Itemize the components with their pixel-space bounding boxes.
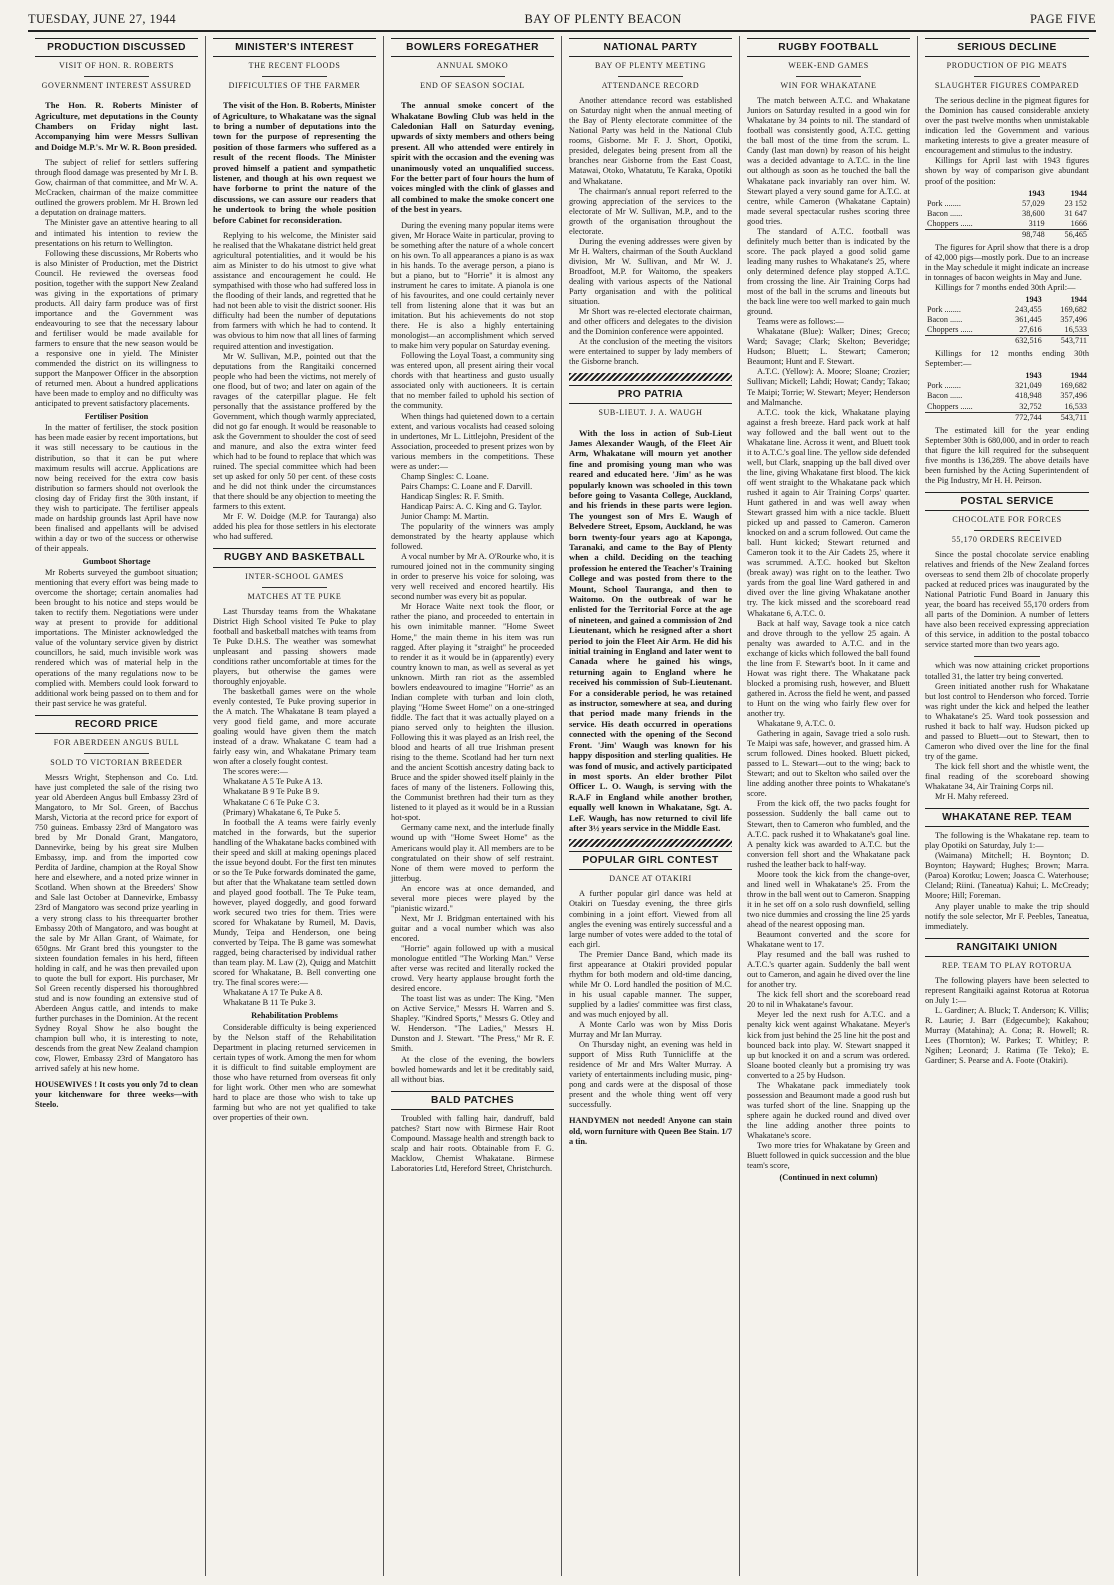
subheading: VISIT OF HON. R. ROBERTS	[58, 61, 175, 71]
subheading: SLAUGHTER FIGURES COMPARED	[934, 81, 1080, 91]
paragraph: which was now attaining cricket proportions totalled 31, the latter try being converted.	[925, 661, 1089, 681]
headline: PRO PATRIA	[569, 385, 732, 404]
total-cell: 772,744	[998, 412, 1043, 423]
article-ministers-interest	[213, 38, 376, 542]
newspaper-name: BAY OF PLENTY BEACON	[524, 11, 682, 26]
year-header: 1944	[1070, 371, 1087, 381]
headline: MINISTER'S INTEREST	[213, 38, 376, 57]
subheading: END OF SEASON SOCIAL	[420, 81, 525, 91]
paragraph: Beaumont converted and the score for Whakatane went to 17.	[747, 930, 910, 950]
paragraph: Teams were as follows:—	[757, 317, 844, 327]
year-header: 1943	[1025, 295, 1042, 305]
subheading: GOVERNMENT INTEREST ASSURED	[41, 81, 192, 91]
article-national-party	[569, 38, 732, 367]
prize-line: Junior Champ: M. Martin.	[401, 511, 489, 521]
paragraph: When things had quietened down to a certain extent, and various vocalists had ceased soloing in undertones, Mr L. Littlejohn, President of the Association, proceeded to present prizes won by various members in the competitions. These were as under:—	[391, 411, 554, 471]
article-record-price	[35, 715, 198, 1075]
divider	[262, 76, 327, 77]
paragraph: Two more tries for Whakatane by Green and Bluett followed in quick succession and the blue team's score,	[747, 1141, 910, 1171]
paragraph: Last Thursday teams from the Whakatane District High School visited Te Puke to play football and basketball matches with teams from Te Puke D.H.S. The weather was somewhat unpleasant and passing showers made conditions rather uncomfortable at times for the players, but otherwise the games were thoroughly enjoyable.	[213, 606, 376, 686]
paragraph: Mr Short was re-elected electorate chairman, and other officers and delegates to the division and the Dominion conference were appointed.	[569, 307, 732, 337]
total-cell: 632,516	[998, 336, 1043, 347]
score-line: Whakatane B 9 Te Puke B 9.	[223, 787, 320, 797]
paragraph: In the matter of fertiliser, the stock position has been made easier by recent importations, but it was still necessary to be cautious in the distribution, so that it can be put where maximum results will accrue. Applications are now being received for the extra cow basis distribution so farmers should not overlook the closing day of Friday first the 30th instant, if they wish to participate. The fertiliser appeals made on hardship grounds last April have now been finalised and appellants will be advised within a day or two of the success or otherwise of their appeals.	[35, 423, 198, 553]
headline: SERIOUS DECLINE	[925, 38, 1089, 57]
killings-table-12-months	[925, 371, 1089, 422]
subheading: 55,170 ORDERS RECEIVED	[951, 534, 1063, 544]
subheading: WIN FOR WHAKATANE	[780, 81, 877, 91]
score-line: (Primary) Whakatane 6, Te Puke 5.	[223, 807, 341, 817]
subheading: REP. TEAM TO PLAY ROTORUA	[941, 960, 1073, 970]
divider	[262, 587, 327, 588]
paragraph: Messrs Wright, Stephenson and Co. Ltd. have just completed the sale of the rising two year old Aberdeen Angus bull Embassy 23rd of Mangatoro, to Mr Sol. Green, of Bacchus Marsh, Victoria at the record price for export of 750 guineas. Embassy 23rd of Mangatoro was bred by Mr Donald Grant, Mangatoro, Dannevirke, being by his great sire Mulben Embassy, imp. and from the imported cow Perdita of Jardine, champion at the Royal Show here and elsewhere, and a noted prize winner in Scotland. When shown at the Breeders' Show and Sale last October at Dannevirke, Embassy 23rd of Mangatoro was second prize yearling in a very strong class to his threequarter brother Embassy 20th of Mangatoro, and was bought at the sale by Mr Allan Grant, of Waimate, for 650gns. Mr Grant bred this youngster to the sixteen foundation females in his herd, fifteen holding in calf, and he was then prevailed upon to quote the bull for export. His purchaser, Mr Sol Green recently dispersed his thoroughbred stud and is now founding an extensive stud of Aberdeen Angus cattle, and intends to make further purchases in the Dominion. At the recent Sydney Royal Show he also bought the champion bull who, it is interesting to note, descends from the great New Zealand champion cow, Flower, Embassy 23rd of Mangatoro has arrived safely at his new home.	[35, 772, 198, 1074]
team-list: L. Gardiner; A. Bluck; T. Anderson; K. Villis; R. Laurie; J. Barr (Edgecumbe); Kakahou; Murray (Matahina); A. Cona; R. Howell; R. Lees (Thornton); W. Parkes; T. Whitley; P. Ngihen; Leonard; J. Ratima (Te Teko); E. Gardiner; S. Pearse and A. Foote (Otakiri).	[925, 1005, 1089, 1066]
lead-paragraph: The Hon. R. Roberts Minister of Agriculture, met deputations in the County Chambers on Friday night last. Accompanying him were Messrs Sullivan and Doidge M.P.'s. Mr W. R. Boon presided.	[35, 100, 198, 152]
paragraph: Mr W. Sullivan, M.P., pointed out that the deputations from the Rangitaiki concerned people who had been the victims, not merely of one flood, but of two; and later on again of the ravages of the caterpillar plague. He felt personally that the assistance proffered by the Government, which though warmly appreciated, did not go far enough. It would be reasonable to ask the Government to shoulder the cost of seed and manure, and also the extra winter feed which had to be found to replace that which was ruined. The special committee which had been set up asked for only 50 per cent. of these costs and he did not think under the circumstances that there should be any objection to meeting the farmers to this extent.	[213, 351, 376, 512]
article-bald-patches	[391, 1091, 554, 1174]
paragraph: Any player unable to make the trip should notify the sole selector, Mr F. Peebles, Taneatua, immediately.	[925, 901, 1089, 931]
paragraph: The popularity of the winners was amply demonstrated by the hearty applause which followed.	[391, 522, 554, 552]
article-postal-service	[925, 492, 1089, 651]
cell: 357,496	[1060, 391, 1087, 401]
paragraph: A.T.C. took the kick, Whakatane playing against a fresh breeze. Hard pack work at half way followed and the ball went out to the Whakatane line. Across it went, and Bluett took it to A.T.C.'s goal line. The yellow side defended well, but Clark, snapping up the ball dived over the line, giving Whakatane first blood. The kick off went straight to the Whakatane pack which rushed it again to Air Training Corps' quarter. Hunt gathered in and was well away when Stewart grassed him with a nice tackle. Bluett picked up and passed to Cameron. Cameron knocked on and a scrum followed. Out came the ball. Hunt kicked; Stewart returned and Cameron took it to the Air Cadets 25, where it was scrummed. A.T.C. hooked but Skelton (break away) was right on to the leather. Two yards from the goal line Ward gathered in and dived over the line giving Whakatane another try. The kick missed and the scoreboard read Whakatane 6, A.T.C. 0.	[747, 407, 910, 618]
headline: BALD PATCHES	[391, 1091, 554, 1110]
headline: PRODUCTION DISCUSSED	[35, 38, 198, 57]
subheading: SUB-LIEUT. J. A. WAUGH	[598, 408, 703, 418]
cell: 169,682	[1060, 381, 1087, 391]
cell: 3119	[1028, 218, 1045, 228]
paragraph: Killings for April last with 1943 figures shown by way of comparison give abundant proof of the position:	[925, 156, 1089, 186]
article-pro-patria	[569, 385, 732, 833]
newspaper-columns	[28, 36, 1096, 1576]
cell: 27,616	[1019, 325, 1042, 335]
paragraph: Killings for 7 months ended 30th April:—	[935, 282, 1076, 292]
paragraph: Following these discussions, Mr Roberts who is also Minister of Production, met the District Council. He reviewed the overseas food position, together with the support New Zealand was giving in the exportations of primary products. All dairy farm produce was of first importance and the Government was endeavouring to see that the necessary labour and fertiliser would be made available for farmers to ensure that the new season would be a responsive one in yield. The Minister commended the district on its willingness to support the Manpower Officer in the absorption of returned men. About a hundred applications have been made to employ and no difficulty was anticipated to prevent satisfactory placements.	[35, 248, 198, 409]
column-4	[562, 36, 740, 1576]
subheading: DIFFICULTIES OF THE FARMER	[228, 81, 361, 91]
headline: POSTAL SERVICE	[925, 492, 1089, 511]
paragraph: Gathering in again, Savage tried a solo rush. Te Maipi was safe, however, and grassed him. A scrum followed. Dines hooked. Bluett picked, passed to L. Stewart—out to the wing; back to Stewart; and out to Skelton who sailed over the line adding another three points to Whakatane's score.	[747, 729, 910, 799]
paragraph: A further popular girl dance was held at Otakiri on Tuesday evening, the three girls combining in a joint effort. Viewed from all angles the evening was entirely successful and a large number of votes were added to the total of each girl.	[569, 889, 732, 949]
paragraph: Play resumed and the ball was rushed to A.T.C.'s quarter again. Suddenly the ball went out to Cameron, and again he dived over the line for another try.	[747, 950, 910, 990]
cell: 357,496	[1060, 315, 1087, 325]
score-line: Whakatane C 6 Te Puke C 3.	[223, 797, 320, 807]
column-3	[384, 36, 562, 1576]
headline: RUGBY FOOTBALL	[747, 38, 910, 57]
masthead-rule	[28, 30, 1096, 32]
article-serious-decline	[925, 38, 1089, 486]
year-header: 1944	[1070, 295, 1087, 305]
paragraph: The Minister gave an attentive hearing to all and intimated his intention to review the presentations on his return to Wellington.	[35, 218, 198, 248]
paragraph: Troubled with falling hair, dandruff, bald patches? Start now with Birmese Hair Root Compound. Massage health and strength back to scalp and hair roots. Obtainable from F. G. Macklow, Chemist Whakatane. Birmese Laboratories Ltd, Hereford Street, Christchurch.	[391, 1113, 554, 1173]
prize-line: Pairs Champs: C. Loane and F. Darvill.	[401, 481, 533, 491]
headline: NATIONAL PARTY	[569, 38, 732, 57]
paragraph: The following is the Whakatane rep. team to play Opotiki on Saturday, July 1:—	[925, 831, 1089, 851]
divider	[974, 530, 1040, 531]
article-whakatane-rep-team	[925, 808, 1089, 932]
headline: POPULAR GIRL CONTEST	[569, 851, 732, 870]
headline: WHAKATANE REP. TEAM	[925, 808, 1089, 827]
score-line: Whakatane A 17 Te Puke A 8.	[223, 988, 323, 998]
cell: 57,029	[1022, 198, 1045, 208]
column-6	[918, 36, 1096, 1576]
cell: 16,533	[1064, 325, 1087, 335]
prize-line: Handicap Singles: R. F. Smith.	[401, 491, 504, 501]
subheading: MATCHES AT TE PUKE	[247, 591, 342, 601]
team-list: A.T.C. (Yellow): A. Moore; Sloane; Crozier; Sullivan; Mickell; Lahdi; Howat; Candy; Takao; Te Maipi; Torrie; W. Stewart; Meyer; Henderson and Malmanche.	[747, 367, 910, 407]
article-rangitaiki-union	[925, 938, 1089, 1067]
subheading: THE RECENT FLOODS	[248, 61, 341, 71]
decorative-border	[569, 839, 732, 847]
prize-line: Champ Singles: C. Loane.	[401, 471, 489, 481]
paragraph: The following players have been selected to represent Rangitaiki against Rotorua at Rotorua on July 1:—	[925, 975, 1089, 1005]
article-rugby-football	[747, 38, 910, 1183]
paragraph: The figures for April show that there is a drop of 42,000 pigs—mostly pork. Due to an increase in the May schedule it might indicate an increase in tonnages of bacon weights in May and June.	[925, 242, 1089, 282]
divider	[440, 76, 505, 77]
advert-steelo: HOUSEWIVES ! It costs you only 7d to clean your kitchenware for three weeks—with Steelo.	[35, 1080, 198, 1110]
paragraph: Germany came next, and the interlude finally wound up with "Home Sweet Home" as the Americans would play it. All members are to be congratulated on their show of self restraint. None of them were moved to perform the jitterbug.	[391, 823, 554, 883]
paragraph: Replying to his welcome, the Minister said he realised that the Whakatane district held great agricultural potentialities, and it would be his aim as Minister to do his utmost to give what assistance and encouragement he could. He sympathised with those who had suffered loss in the flooding of their lands, and regretted that he had not been able to visit the district sooner. His difficulty had been the number of deputations from farmers with which he had to contend. It was obvious to him now that all lines of farming required attention and investigation.	[213, 231, 376, 351]
column-2	[206, 36, 384, 1576]
headline: RECORD PRICE	[35, 715, 198, 734]
paragraph: Green initiated another rush for Whakatane but lost control to Henderson who forced. Torrie was right under the kick and helped the leather to Whakatane's 25. Ward took possession and rushed it back to half way. Hudson picked up and passed to Bluett—out to Stewart, then to Cameron who dived over the line for the final try of the game.	[925, 681, 1089, 761]
column-5	[740, 36, 918, 1576]
cell: 32,752	[1019, 401, 1042, 411]
cell: 169,682	[1060, 305, 1087, 315]
cell: 38,600	[1022, 208, 1045, 218]
score-line: Whakatane A 5 Te Puke A 13.	[223, 777, 323, 787]
row-label: Pork ........	[927, 381, 961, 391]
paragraph: The match between A.T.C. and Whakatane Juniors on Saturday resulted in a good win for Whakatane by 34 points to nil. The standard of football was consistently good, A.T.C. getting the ball most of the time from the scrum. L. Candy (last man down) by reason of his height was a decided advantage to A.T.C. in the line out although as soon as he touched the ball the Whakatane pack invariably ran over him. W. Stewart played a very sound game for A.T.C. at centre, while Cameron (Whakatane Captain) made several spectacular rushes scoring three good tries.	[747, 96, 910, 226]
decorative-border	[569, 373, 732, 381]
cell: 31 647	[1064, 208, 1087, 218]
lead-paragraph: With the loss in action of Sub-Lieut James Alexander Waugh, of the Fleet Air Arm, Whakatane will mourn yet another fine and promising young man who was reared and educated here. 'Jim' as he was popularly known was schooled in this town before going to Vasanta College, Auckland, and his friends in these parts were legion. The youngest son of Mrs E. Waugh of Belvedere Street, Epsom, Auckland, he was born twenty-four years ago at Kaponga, Taranaki, and came to the Bay of Plenty when a child. Deciding on the teaching profession he entered the Teacher's Training College and was posted from there to the Mount, School Tauranga, and then to Waitomo. On the outbreak of war he enlisted for the Territorial Force at the age of nineteen, and gained a commission of 2nd Lieutenant, which he resigned after a short period to join the Fleet Air Arm. He did his initial training in England and later went to Canada where he gained his wings, returning again to England where he received his commission of Sub-Lieutenant. For a considerable period, he was retained as instructor, somewhere at sea, and during that period made many friends in the service. His death occurred in operations connected with the opening of the Second Front. 'Jim' Waugh was known for his happy disposition and sterling qualities. He was fond of music, and actively participated in most sports. An elder brother Pilot Officer L. O. Waugh, is serving with the R.A.F in England while another brother, equally well known in Whakatane, Sgt. A. LeF. Waugh, has now returned to civil life after 3½ years service in the Middle East.	[569, 427, 732, 833]
year-header: 1944	[1070, 188, 1087, 198]
paragraph: The toast list was as under: The King. "Men on Active Service," Messrs H. Warren and S. Shapley. "Kindred Sports," Messrs G. Otley and W. Henderson. "The Ladies," Messrs H. Dunston and J. Stewart. "The Press," Mr R. F. Smith.	[391, 994, 554, 1054]
subheading: WEEK-END GAMES	[788, 61, 869, 71]
advert-queen-bee-stain: HANDYMEN not needed! Anyone can stain old, worn furniture with Queen Bee Stain. 1/7 a tin.	[569, 1116, 732, 1146]
cell: 361,445	[1015, 315, 1042, 325]
paragraph: Killings for 12 months ending 30th September:—	[925, 349, 1089, 369]
paragraph: The Whakatane pack immediately took possession and Beaumont made a good rush but was turfed short of the line. Snapping up the sphere again he ducked round and dived over the line adding another three points to Whakatane's score.	[747, 1080, 910, 1140]
year-header: 1943	[1028, 188, 1045, 198]
paragraph: The kick fell short and the whistle went, the final reading of the scoreboard showing Whakatane 34, Air Training Corps nil.	[925, 761, 1089, 792]
subheading: INTER-SCHOOL GAMES	[245, 571, 344, 581]
cell: 418,948	[1015, 391, 1042, 401]
section-heading: Rehabilitation Problems	[251, 1011, 338, 1021]
row-label: Choppers ......	[927, 218, 973, 228]
masthead	[28, 10, 1096, 28]
paragraph: Another attendance record was established on Saturday night when the annual meeting of the Bay of Plenty electorate committee of the National Party was held in the National Club rooms, Gisborne. Mr F. J. Short, Opotiki, presided, delegates being present from all the branches near Gisborne from the East Coast, Matawai, Otoko, Whatatutu, Te Karaka, Opotiki and Whakatane.	[569, 96, 732, 186]
total-cell: 98,748	[1004, 229, 1046, 240]
team-list: (Waimana) Mitchell; H. Boynton; D. Boynton; Hayward; Hughes; Brown; Marra. (Paroa) Korotku; Lowen; Joasca C. Waterhouse; Cleland; Riini. (Taneatua) Kahui; L. McCready; Moore; Hill; Foreman.	[925, 851, 1089, 901]
section-heading: Gumboot Shortage	[82, 557, 151, 566]
paragraph: The serious decline in the pigmeat figures for the Dominion has caused considerable anxiety over the past twelve months when unmistakable indication led the Government and various marketing interests to give a greater measure of encouragement and stimulus to the industry.	[925, 96, 1089, 156]
paragraph: The standard of A.T.C. football was definitely much better than is indicated by the score. The pack played a good solid game leading many rushes to Whakatane's 25, where only determined defence play stopped A.T.C. from crossing the line. Air Training Corps had most of the ball in the scrums and lineouts but the back line were too well marked to gain much ground.	[747, 226, 910, 317]
cell: 321,049	[1015, 381, 1042, 391]
paragraph: During the evening addresses were given by Mr H. Walters, chairman of the South Auckland division, Mr W. Sullivan, and Mr W. J. Broadfoot, M.P. for Waitomo, the speakers dealing with various aspects of the National Party organisation and with the political situation.	[569, 236, 732, 307]
total-cell: 543,711	[1044, 412, 1089, 423]
page-number: PAGE FIVE	[1029, 11, 1096, 26]
paragraph: An encore was at once demanded, and several more pieces were played by the "pianistic wizard."	[391, 883, 554, 913]
score-line: Whakatane 9, A.T.C. 0.	[757, 719, 836, 729]
score-line: Whakatane B 11 Te Puke 3.	[223, 998, 316, 1008]
paragraph: Since the postal chocolate service enabling relatives and friends of the New Zealand forces overseas to send them 2lb of chocolate properly packed at reduced prices was inaugurated by the National Patriotic Fund Board in January this year, the board has received 55,170 orders from all parts of the Dominion. A number of letters have also been received expressing appreciation of this service, in addition to the postal tobacco service started more than two years ago.	[925, 550, 1089, 650]
cell: 23 152	[1064, 198, 1087, 208]
row-label: Pork ........	[927, 198, 961, 208]
subheading: SOLD TO VICTORIAN BREEDER	[50, 757, 183, 767]
subheading: DANCE AT OTAKIRI	[609, 874, 692, 884]
headline: RUGBY AND BASKETBALL	[213, 548, 376, 567]
divider	[974, 656, 1040, 657]
lead-paragraph: The visit of the Hon. B. Roberts, Minister of Agriculture, to Whakatane was the signal to bring a number of deputations into the town for the purpose of representing the position of those farmers who suffered as a result of the recent floods. The Minister proved himself a patient and sympathetic listener, and though at his own request we have forborne to print the nature of the discussions, we can assure our readers that he undertook to bring the whole position before Cabinet for reconsideration.	[213, 100, 376, 225]
row-label: Bacon ......	[927, 391, 963, 401]
divider	[796, 76, 861, 77]
killings-table-7-months	[925, 295, 1089, 346]
row-label: Choppers ......	[927, 401, 973, 411]
continued-note: (Continued in next column)	[779, 1173, 878, 1183]
total-cell: 543,711	[1044, 336, 1089, 347]
paragraph: The chairman's annual report referred to the growing appreciation of the services to the electorate of Mr W. Sullivan, M.P., and to the growth of the organisation throughout the electorate.	[569, 186, 732, 236]
paragraph: Next, Mr J. Bridgman entertained with his guitar and a vocal number which was also encored.	[391, 913, 554, 943]
paragraph: Meyer led the next rush for A.T.C. and a penalty kick went against Whakatane. Meyer's kick from just behind the 25 line hit the post and bounced back into play. W. Stewart snapped it up but knocked it on and a scrum was ordered. Sloane booted cleanly but a promising try was converted to a 25 by Hudson.	[747, 1010, 910, 1080]
paragraph: The subject of relief for settlers suffering through flood damage was presented by Mr I. B. Gow, chairman of that committee, and Mr W. A. McCracken, chairman of the maize committee outlined the growers problem. Mr H. Brown led a deputation on drainage matters.	[35, 158, 198, 218]
row-label: Choppers ......	[927, 325, 973, 335]
issue-date: TUESDAY, JUNE 27, 1944	[28, 11, 177, 26]
paragraph: On Thursday night, an evening was held in support of Miss Ruth Tunnicliffe at the residence of Mr and Mrs Walter Murray. A variety of entertainments including music, ping-pong and cards were at the disposal of those present and the whole thing went off very successfully.	[569, 1040, 732, 1110]
paragraph: A Monte Carlo was won by Miss Doris Murray and Mr Ian Murray.	[569, 1020, 732, 1040]
paragraph: From the kick off, the two packs fought for possession. Suddenly the ball came out to Stewart, then to Cameron who fumbled, and the A.T.C. pack rushed it to Whakatane's goal line. A penalty kick was awarded to A.T.C. but the conversion fell short and the Whakatane pack rushed the leather back to half-way.	[747, 799, 910, 869]
article-rugby-continued	[925, 661, 1089, 802]
lead-paragraph: The annual smoke concert of the Whakatane Bowling Club was held in the Caledonian Hall on Saturday evening, upwards of sixty members and others being present. All who attended were entirely in spirit with the occasion and the evening was unanimously voted an unqualified success. For the better part of four hours the hum of voices mingled with the clink of glasses and all combined to make the smoke concert one of the best in years.	[391, 100, 554, 215]
divider	[84, 76, 149, 77]
paragraph: In football the A teams were fairly evenly matched in the forwards, but the superior handling of the Whakatane backs combined with their speed and skill at making openings placed the issue beyond doubt. For the first ten minutes or so the Te Puke forwards dominated the game, but after that the Whakatane team settled down and played good football. The Te Puke team, however, played doggedly, and good forward work secured two tries for them. Tries were scored for Whakatane by Rumeil, M. Davis, Mundy, Teipa and Henderson, one being converted by Teipa. The B game was somewhat ragged, being characterised by individual rather than team play. M. Law (2), Quigg and Matchitt scored for Whakatane, B. Bell converting one try. The final scores were:—	[213, 817, 376, 988]
paragraph: Mr H. Mahy refereed.	[935, 792, 1009, 802]
divider	[84, 753, 149, 754]
cell: 1666	[1070, 218, 1087, 228]
cell: 16,533	[1064, 401, 1087, 411]
divider	[974, 76, 1040, 77]
team-list: Whakatane (Blue): Walker; Dines; Greco; Ward; Savage; Clark; Skelton; Beveridge; Hudson; Bluett; L. Stewart; Cameron; Beaumont; Hunt and F. Stewart.	[747, 327, 910, 367]
paragraph: A vocal number by Mr A. O'Rourke who, it is rumoured joined not in the community singing in order to preserve his voice for soloing, was very well received and encored heartily. His second number was every bit as popular.	[391, 552, 554, 602]
subheading: CHOCOLATE FOR FORCES	[952, 514, 1062, 524]
article-production-discussed	[35, 38, 198, 709]
subheading: ANNUAL SMOKO	[436, 61, 509, 71]
paragraph: Mr F. W. Doidge (M.P. for Tauranga) also added his plea for those settlers in his electorate who had suffered.	[213, 512, 376, 542]
paragraph: Mr Roberts surveyed the gumboot situation; mentioning that every effort was being made to overcome the shortage; certain anomalies had been brought to his notice and steps would be taken to rectify them. Negotiations were under way at present to provide for additional importations. The Minister acknowledged the value of the voluntary service given by district councillors, he said, much invisible work was rendered which was of material help in the operations of the many regulations now to be complied with. Members could look forward to additional work being passed on to them and for their past service he was grateful.	[35, 568, 198, 708]
killings-table-april	[925, 189, 1089, 240]
row-label: Pork ........	[927, 305, 961, 315]
subheading: BAY OF PLENTY MEETING	[594, 61, 707, 71]
paragraph: Following the Loyal Toast, a community sing was entered upon, all present airing their vocal chords with that heartiness and gusto usually associated only with auctioneers. It is certain that no member failed to uphold his section of the community.	[391, 351, 554, 411]
paragraph: The estimated kill for the year ending September 30th is 680,000, and in order to reach that figure the kill required for the subsequent five months is 136,289. The above details have been furnished by the Acting Superintendent of the Pig Industry, Mr H. H. Peirson.	[925, 425, 1089, 485]
section-heading: Fertiliser Position	[84, 412, 149, 422]
paragraph: The kick fell short and the scoreboard read 20 to nil in Whakatane's favour.	[747, 990, 910, 1010]
paragraph: The scores were:—	[223, 767, 288, 777]
row-label: Bacon ......	[927, 208, 963, 218]
headline: BOWLERS FOREGATHER	[391, 38, 554, 57]
paragraph: At the conclusion of the meeting the visitors were entertained to supper by lady members of the Gisborne branch.	[569, 337, 732, 367]
subheading: ATTENDANCE RECORD	[601, 81, 700, 91]
row-label: Bacon ......	[927, 315, 963, 325]
subheading: PRODUCTION OF PIG MEATS	[946, 61, 1068, 71]
subheading: FOR ABERDEEN ANGUS BULL	[53, 737, 180, 747]
article-rugby-basketball	[213, 548, 376, 1123]
prize-line: Handicap Pairs: A. C. King and G. Taylor.	[401, 501, 542, 511]
paragraph: Mr Horace Waite next took the floor, or rather the piano, and proceeded to entertain in his own inimitable manner. "Home Sweet Home," the main theme in his item was run ragged. After playing it "straight" he proceeded to render it as it would be in (apparently) every country known to man, as well as several as yet unknown. Mirth ran riot as the assembled bowlers endeavoured to imagine "Horrie" as an Indian complete with turban and loin cloth, playing "Home Sweet Home" on a one-stringed fiddle. The fact that it was actually played on a piano served only to heighten the illusion. Following this it was played as an Irish reel, the blood and hearts of all true Irishman present rising to the theme. Scotland had her turn next and the ancient Scottish ancestry dating back to Bruce and the spider showed itself plainly in the faces of many of the listeners. Following this, the Communist brethren had their turn as they listened to it played as it would be in a Russian hot-spot.	[391, 602, 554, 823]
article-bowlers-foregather	[391, 38, 554, 1085]
paragraph: Considerable difficulty is being experienced by the Nelson staff of the Rehabilitation Department in placing returned servicemen in certain types of work. Among the men for whom it is difficult to find suitable employment are those who have returned from overseas fit only for light work. Other men who are somewhat hard to place are those who wish to take up farming but who are not yet qualified to take over properties of their own.	[213, 1022, 376, 1122]
paragraph: During the evening many popular items were given, Mr Horace Waite in particular, proving to be something after the nature of a whole concert on his own. To all appearances a piano is as wax in his hands. To the average person, a piano is but a piano, but to "Horrie" it is almost any instrument he cares to imitate. A pianola is one of his favourites, and one could certainly never tell from listening alone that it was but an imitation. But his achievements do not stop there. He is also a highly entertaining monologist—an accomplishment which served to make him very popular on Saturday evening.	[391, 220, 554, 351]
paragraph: The Premier Dance Band, which made its first appearance at Otakiri provided popular rhythm for both modern and old-time dancing, while Mr O. Lord handled the position of M.C. in his usual capable manner. The supper, supplied by a ladies' committee was first class, and was much enjoyed by all.	[569, 949, 732, 1019]
article-popular-girl-contest	[569, 851, 732, 1110]
paragraph: At the close of the evening, the bowlers bowled homewards and let it be creditably said, all without bias.	[391, 1054, 554, 1084]
cell: 243,455	[1015, 305, 1042, 315]
paragraph: "Horrie" again followed up with a musical monologue entitled "The Working Man." Verse after verse was recited and literally rocked the crowd. Very hearty applause brought forth the desired encore.	[391, 943, 554, 994]
paragraph: Moore took the kick from the change-over, and lined well in Whakatane's 25. From the throw in the ball went out to Cameron. Snapping it in he set off on a solo rush downfield, selling two nice dummies and crossing the line 25 yards ahead of the nearest opposing man.	[747, 869, 910, 929]
divider	[618, 76, 683, 77]
total-cell: 56,465	[1047, 229, 1089, 240]
column-1	[28, 36, 206, 1576]
paragraph: Back at half way, Savage took a nice catch and drove through to the yellow 25 again. A penalty was awarded to A.T.C. and in the exchange of kicks which followed the ball found the line from F. Stewart's boot. In it came and Howat was right there. The Whakatane pack blocked a promising rush, however, and Bluett gathered in. Across the field he went, and passed to Hunt on the wing who fairly flew over for another try.	[747, 618, 910, 718]
paragraph: The basketball games were on the whole evenly contested, Te Puke proving superior in the A match. The Whakatane B team played a very good field game, and more accurate goaling would have given them the match instead of a draw. Whakatane C team had a fairly easy win, and Whakatane Primary team won after a closely fought contest.	[213, 686, 376, 767]
year-header: 1943	[1025, 371, 1042, 381]
headline: RANGITAIKI UNION	[925, 938, 1089, 957]
